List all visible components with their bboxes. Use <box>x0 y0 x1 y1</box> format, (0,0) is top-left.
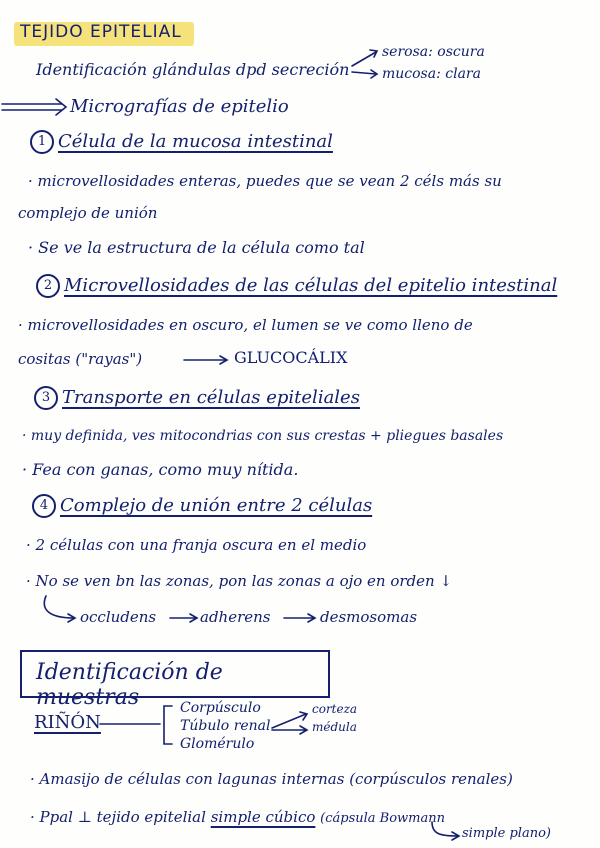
rinon-item-corpusculo: Corpúsculo <box>180 700 261 716</box>
rinon-item-glomerulo: Glomérulo <box>180 736 255 752</box>
section-number: 1 <box>30 130 54 154</box>
rinon-label: RIÑÓN <box>34 712 101 733</box>
double-arrow-line <box>2 104 62 110</box>
section-2-line-1: · microvellosidades en oscuro, el lumen se ve como lleno de <box>18 316 473 334</box>
sequence-occludens: occludens <box>80 608 157 626</box>
section-title: Microvellosidades de las células del epitelio intestinal <box>64 275 558 296</box>
bottom-ppal: · Ppal <box>30 808 73 826</box>
rinon-bracket <box>164 706 172 744</box>
bottom-simple-plano: simple plano) <box>462 826 551 841</box>
section-4-line-1: · 2 células con una franja oscura en el medio <box>26 536 367 554</box>
page-title: TEJIDO EPITELIAL <box>20 22 182 42</box>
tubulo-medula: médula <box>312 720 357 734</box>
sequence-desmosomas: desmosomas <box>320 608 418 626</box>
section-2-line-2: cositas ("rayas") <box>18 350 143 368</box>
bottom-tejido: tejido epitelial <box>96 808 206 826</box>
perpendicular-symbol: ⊥ <box>77 808 92 826</box>
section-3-line-1: · muy definida, ves mitocondrias con sus crestas + pliegues basales <box>22 428 504 444</box>
bottom-simple-cubico: simple cúbico <box>210 808 316 826</box>
section-title: Célula de la mucosa intestinal <box>58 131 333 152</box>
section-1-line-1: · microvellosidades enteras, puedes que se vean 2 céls más su <box>28 172 502 190</box>
section-title: Complejo de unión entre 2 células <box>60 495 373 516</box>
arrow-seq-2 <box>284 614 315 622</box>
arrow-corteza <box>272 712 307 728</box>
section-3-line-2: · Fea con ganas, como muy nítida. <box>22 460 299 479</box>
section-number: 4 <box>32 494 56 518</box>
section-number: 3 <box>34 386 58 410</box>
section-1-line-2: complejo de unión <box>18 204 158 222</box>
arrow-bowmann <box>432 822 459 840</box>
double-arrow-head <box>56 99 66 115</box>
micrografias-heading: Micrografías de epitelio <box>70 96 289 117</box>
arrow-mucosa <box>352 72 376 74</box>
bottom-line-1: · Amasijo de células con lagunas internas (corpúsculos renales) <box>30 770 513 788</box>
arrow-seq-1 <box>170 614 197 622</box>
rinon-item-tubulo: Túbulo renal <box>180 718 271 734</box>
sequence-adherens: adherens <box>200 608 271 626</box>
intro-text: Identificación glándulas dpd secreción <box>36 60 350 79</box>
arrow-medula <box>272 726 307 734</box>
mucosa-text: mucosa: clara <box>382 66 481 82</box>
section-title: Transporte en células epiteliales <box>62 387 360 408</box>
bottom-capsula: (cápsula Bowmann <box>320 811 445 826</box>
samples-box-title: Identificación de muestras <box>36 660 223 710</box>
arrow-serosa <box>352 52 376 66</box>
section-number: 2 <box>36 274 60 298</box>
tubulo-corteza: corteza <box>312 702 358 716</box>
glucocalix-text: GLUCOCÁLIX <box>234 348 348 367</box>
serosa-text: serosa: oscura <box>382 44 485 60</box>
section-4-line-2: · No se ven bn las zonas, pon las zonas a ojo en orden ↓ <box>26 572 453 590</box>
section-1-line-3: · Se ve la estructura de la célula como tal <box>28 238 365 257</box>
